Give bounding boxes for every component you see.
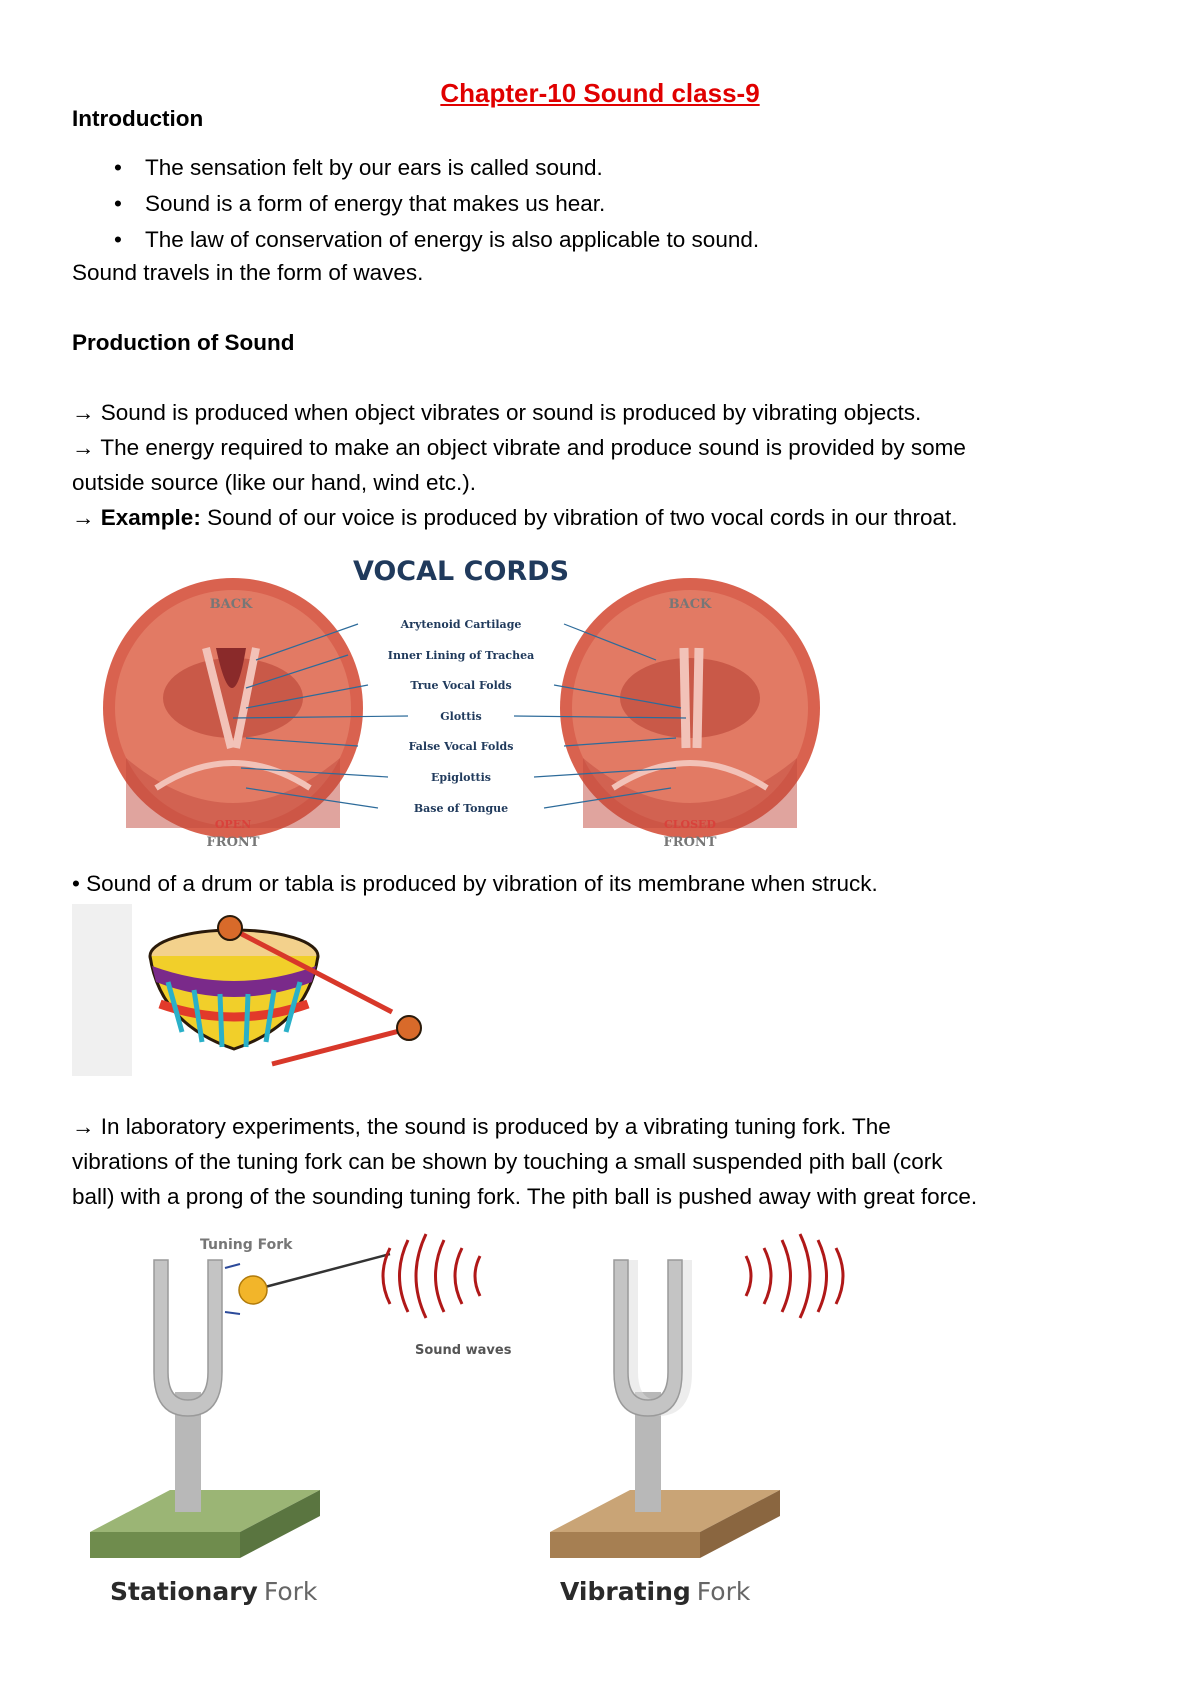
intro-bullet-list [72, 150, 759, 258]
page-title: Chapter-10 Sound class-9 [440, 78, 760, 108]
arrow-icon: → [72, 400, 95, 425]
caption-bold: Stationary [110, 1577, 258, 1606]
stationary-fork-icon [90, 1260, 320, 1558]
production-line-1 [72, 396, 921, 430]
front-label-left: FRONT [206, 835, 260, 850]
arrow-icon: → [72, 505, 95, 530]
line-text: The energy required to make an object vibrate and produce sound is provided by some [100, 435, 966, 460]
bullet-text: The sensation felt by our ears is called sound. [145, 155, 603, 180]
vibrating-fork-caption [560, 1577, 751, 1606]
sound-waves-left-icon [383, 1234, 480, 1318]
list-item [72, 222, 759, 258]
tuning-fork-diagram [90, 1232, 950, 1612]
diagram-title: VOCAL CORDS [352, 556, 570, 587]
intro-closing: Sound travels in the form of waves. [72, 260, 424, 285]
label-false-vocal-folds: False Vocal Folds [408, 740, 514, 753]
intro-heading: Introduction [72, 106, 204, 131]
sound-waves-label: Sound waves [415, 1343, 512, 1358]
closed-label: CLOSED [664, 818, 716, 831]
label-base-of-tongue: Base of Tongue [413, 802, 509, 815]
arrow-icon: → [72, 435, 95, 460]
bullet-icon: • [72, 871, 80, 896]
caption-rest: Fork [696, 1577, 751, 1606]
label-glottis: Glottis [440, 710, 482, 723]
tuning-fork-label: Tuning Fork [200, 1237, 293, 1253]
caption-bold: Vibrating [560, 1577, 691, 1606]
line-text: Sound is produced when object vibrates or sound is produced by vibrating objects. [100, 400, 922, 425]
label-arytenoid-cartilage: Arytenoid Cartilage [400, 618, 522, 631]
vocal-cords-diagram [96, 548, 826, 858]
label-true-vocal-folds: True Vocal Folds [410, 679, 512, 692]
open-label: OPEN [214, 818, 252, 831]
example-label: Example: [100, 505, 201, 530]
vibrating-fork-icon [550, 1260, 780, 1558]
arrow-icon: → [72, 1114, 95, 1139]
production-line-2 [72, 431, 966, 465]
bullet-icon: • [114, 155, 122, 180]
sound-waves-right-icon [746, 1234, 843, 1318]
back-label-left: BACK [209, 597, 253, 612]
stationary-fork-caption [110, 1577, 318, 1606]
line-text: In laboratory experiments, the sound is produced by a vibrating tuning fork. The [100, 1114, 891, 1139]
line-text: Sound of a drum or tabla is produced by vibration of its membrane when struck. [86, 871, 878, 896]
production-heading: Production of Sound [72, 330, 295, 355]
production-line-2b: outside source (like our hand, wind etc.). [72, 470, 476, 495]
drum-illustration [72, 904, 432, 1076]
front-label-right: FRONT [663, 835, 717, 850]
label-inner-lining: Inner Lining of Trachea [387, 649, 535, 662]
caption-rest: Fork [263, 1577, 318, 1606]
list-item [72, 150, 759, 186]
lab-line-3: ball) with a prong of the sounding tuning fork. The pith ball is pushed away with great force. [72, 1184, 978, 1209]
list-item [72, 186, 759, 222]
diagram-labels [388, 618, 534, 815]
lab-line-2: vibrations of the tuning fork can be shown by touching a small suspended pith ball (cork [72, 1149, 943, 1174]
example-text: Sound of our voice is produced by vibration of two vocal cords in our throat. [207, 505, 958, 530]
back-label-right: BACK [668, 597, 712, 612]
bullet-text: The law of conservation of energy is also applicable to sound. [145, 227, 760, 252]
drum-line [72, 867, 878, 901]
bullet-icon: • [114, 191, 122, 216]
bullet-text: Sound is a form of energy that makes us hear. [145, 191, 606, 216]
production-example [72, 501, 958, 535]
lab-line-1 [72, 1110, 891, 1144]
bullet-icon: • [114, 227, 122, 252]
label-epiglottis: Epiglottis [431, 771, 491, 784]
open-throat-illustration [103, 578, 363, 838]
